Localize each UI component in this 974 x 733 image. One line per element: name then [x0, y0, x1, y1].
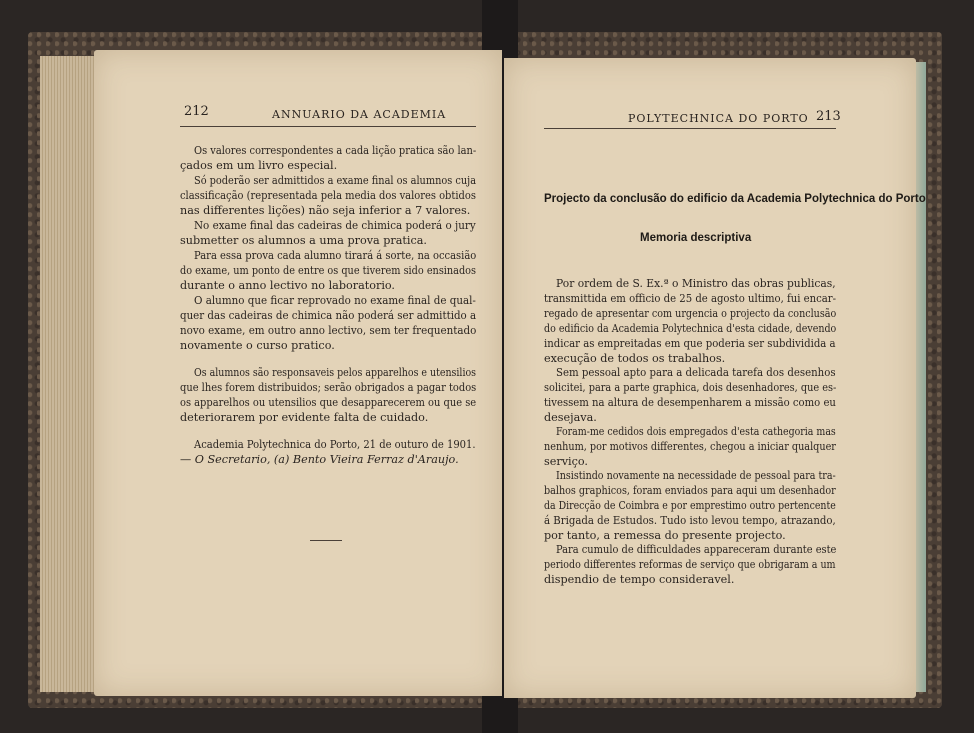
- right-line: Insistindo novamente na necessidade de pessoal para tra-: [556, 469, 836, 482]
- section-subtitle: Memoria descriptiva: [640, 232, 752, 244]
- left-line: O alumno que ficar reprovado no exame final de qual-: [194, 294, 476, 307]
- right-line: serviço.: [544, 455, 588, 468]
- right-line: Por ordem de S. Ex.ª o Ministro das obras publicas,: [556, 277, 836, 290]
- left-line: que lhes forem distribuidos; serão obrigados a pagar todos: [180, 381, 477, 394]
- right-line: indicar as empreitadas em que poderia ser subdividida a: [544, 337, 836, 350]
- left-line: novamente o curso pratico.: [180, 339, 335, 352]
- right-header-rule: [544, 128, 836, 129]
- left-line: submetter os alumnos a uma prova pratica.: [180, 234, 427, 247]
- section-title: Projecto da conclusão do edificio da Academia Polytechnica do Porto: [544, 193, 926, 205]
- right-line: Para cumulo de difficuldades appareceram durante este: [556, 543, 837, 556]
- right-line: solicitei, para a parte graphica, dois desenhadores, que es-: [544, 381, 837, 394]
- left-line: Para essa prova cada alumno tirará á sorte, na occasião: [194, 249, 477, 262]
- right-line: tivessem na altura de desempenharem a missão como eu: [544, 396, 836, 409]
- right-page-number: 213: [816, 109, 841, 124]
- left-page-number: 212: [184, 104, 209, 119]
- left-line: nas differentes lições) não seja inferior a 7 valores.: [180, 204, 471, 217]
- right-line: do edificio da Academia Polytechnica d'esta cidade, devendo: [544, 322, 837, 335]
- right-line: Foram-me cedidos dois empregados d'esta cathegoria mas: [556, 425, 836, 438]
- left-line: No exame final das cadeiras de chimica poderá o jury: [194, 219, 476, 232]
- right-line: da Direcção de Coimbra e por emprestimo outro pertencente: [544, 499, 836, 512]
- right-running-head: POLYTECHNICA DO PORTO: [628, 112, 809, 125]
- left-line: Só poderão ser admittidos a exame final os alumnos cuja: [194, 174, 477, 187]
- left-line: classificação (representada pela media dos valores obtidos: [180, 189, 476, 202]
- right-line: dispendio de tempo consideravel.: [544, 573, 735, 586]
- right-line: transmittida em officio de 25 de agosto ultimo, fui encar-: [544, 292, 837, 305]
- left-line: Os valores correspondentes a cada lição pratica são lan-: [194, 144, 477, 157]
- right-line: execução de todos os trabalhos.: [544, 352, 726, 365]
- right-line: regado de apresentar com urgencia o projecto da conclusão: [544, 307, 837, 320]
- left-line: Academia Polytechnica do Porto, 21 de outuro de 1901.: [194, 438, 476, 451]
- right-line: Sem pessoal apto para a delicada tarefa dos desenhos: [556, 366, 836, 379]
- left-line: deteriorarem por evidente falta de cuidado.: [180, 411, 429, 424]
- right-line: periodo differentes reformas de serviço que obrigaram a um: [544, 558, 836, 571]
- left-line: os apparelhos ou utensilios que desapparecerem ou que se: [180, 396, 477, 409]
- page-edges: [40, 56, 100, 692]
- right-line: nenhum, por motivos differentes, chegou a iniciar qualquer: [544, 440, 836, 453]
- right-line: por tanto, a remessa do presente projecto.: [544, 529, 786, 542]
- left-line: çados em um livro especial.: [180, 159, 338, 172]
- left-running-head: ANNUARIO DA ACADEMIA: [272, 108, 447, 121]
- left-line-signature: — O Secretario, (a) Bento Vieira Ferraz d'Araujo.: [180, 453, 459, 466]
- right-line: balhos graphicos, foram enviados para aqui um desenhador: [544, 484, 836, 497]
- left-line: Os alumnos são responsaveis pelos apparelhos e utensilios: [194, 366, 477, 379]
- left-line: quer das cadeiras de chimica não poderá ser admittido a: [180, 309, 477, 322]
- left-line: novo exame, em outro anno lectivo, sem ter frequentado: [180, 324, 477, 337]
- right-line: á Brigada de Estudos. Tudo isto levou tempo, atrazando,: [544, 514, 836, 527]
- left-line: do exame, um ponto de entre os que tiverem sido ensinados: [180, 264, 476, 277]
- right-line: desejava.: [544, 411, 597, 424]
- left-line: durante o anno lectivo no laboratorio.: [180, 279, 395, 292]
- end-rule: [310, 540, 342, 541]
- left-header-rule: [180, 126, 476, 127]
